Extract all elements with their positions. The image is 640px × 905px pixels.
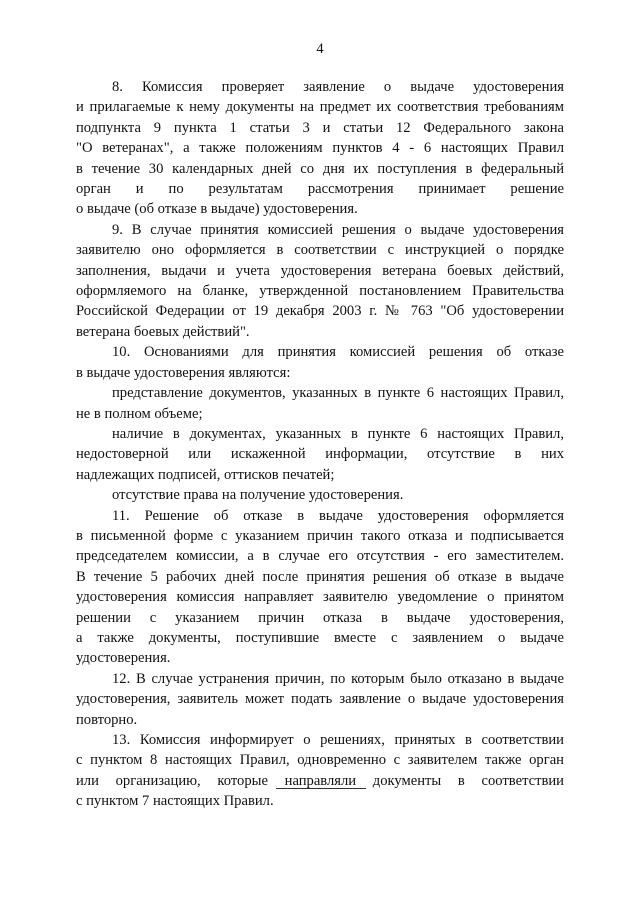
text-line: удостоверения. — [76, 650, 171, 667]
paragraph-12 — [76, 669, 564, 730]
paragraph-8 — [76, 77, 564, 220]
text-line: отсутствие права на получение удостоверения. — [112, 487, 404, 504]
text-line: не в полном объеме; — [76, 405, 203, 422]
text-line: "О ветеранах", а также положениям пунктов 4 - 6 настоящих Правил — [76, 140, 564, 157]
document-body — [76, 77, 564, 812]
end-divider — [276, 788, 366, 789]
paragraph-10-item-2 — [76, 424, 564, 485]
text-line: а также документы, поступившие вместе с заявлением о выдаче — [76, 629, 564, 646]
text-line: 9. В случае принятия комиссией решения о выдаче удостоверения — [112, 221, 564, 238]
paragraph-10-item-1 — [76, 383, 564, 424]
text-line: с пунктом 8 настоящих Правил, одновременно с заявителем также орган — [76, 752, 564, 769]
text-line: или организацию, которые направляли документы в соответствии — [76, 772, 564, 789]
text-line: оформляемого на бланке, утвержденной постановлением Правительства — [76, 283, 564, 300]
paragraph-9 — [76, 220, 564, 342]
text-line: в выдаче удостоверения являются: — [76, 364, 291, 381]
text-line: ветерана боевых действий". — [76, 323, 250, 340]
page-number: 4 — [316, 41, 324, 57]
paragraph-13 — [76, 730, 564, 812]
paragraph-10-item-3 — [76, 485, 564, 505]
text-line: председателем комиссии, а в случае его отсутствия - его заместителем. — [76, 548, 564, 565]
text-line: удостоверения, заявитель может подать заявление о выдаче удостоверения — [76, 691, 564, 708]
text-line: 10. Основаниями для принятия комиссией решения об отказе — [112, 344, 564, 361]
text-line: заполнения, выдачи и учета удостоверения ветерана боевых действий, — [76, 262, 564, 279]
text-line: и прилагаемые к нему документы на предмет их соответствия требованиям — [76, 99, 564, 116]
text-line: с пунктом 7 настоящих Правил. — [76, 793, 274, 810]
text-line: Российской Федерации от 19 декабря 2003 г. № 763 "Об удостоверении — [76, 303, 564, 320]
text-line: в письменной форме с указанием причин такого отказа и подписывается — [76, 527, 564, 544]
text-line: 12. В случае устранения причин, по которым было отказано в выдаче — [112, 670, 564, 687]
text-line: недостоверной или искаженной информации, отсутствие в них — [76, 446, 564, 463]
text-line: 11. Решение об отказе в выдаче удостоверения оформляется — [112, 507, 564, 524]
text-line: орган и по результатам рассмотрения принимает решение — [76, 181, 564, 198]
paragraph-10 — [76, 342, 564, 383]
paragraph-11 — [76, 506, 564, 669]
text-line: в течение 30 календарных дней со дня их поступления в федеральный — [76, 160, 564, 177]
text-line: решении с указанием причин отказа в выдаче удостоверения, — [76, 609, 564, 626]
text-line: представление документов, указанных в пункте 6 настоящих Правил, — [112, 385, 564, 402]
text-line: о выдаче (об отказе в выдаче) удостоверения. — [76, 201, 358, 218]
text-line: наличие в документах, указанных в пункте 6 настоящих Правил, — [112, 425, 564, 442]
text-line: 13. Комиссия информирует о решениях, принятых в соответствии — [112, 732, 564, 748]
text-line: заявителю оно оформляется в соответствии с инструкцией о порядке — [76, 242, 564, 259]
text-line: удостоверения комиссия направляет заявителю уведомление о принятом — [76, 589, 564, 606]
text-line: подпункта 9 пункта 1 статьи 3 и статьи 12 Федерального закона — [76, 119, 564, 136]
text-line: надлежащих подписей, оттисков печатей; — [76, 466, 335, 483]
text-line: повторно. — [76, 711, 138, 728]
text-line: 8. Комиссия проверяет заявление о выдаче удостоверения — [112, 79, 564, 95]
text-line: В течение 5 рабочих дней после принятия решения об отказе в выдаче — [76, 568, 564, 585]
